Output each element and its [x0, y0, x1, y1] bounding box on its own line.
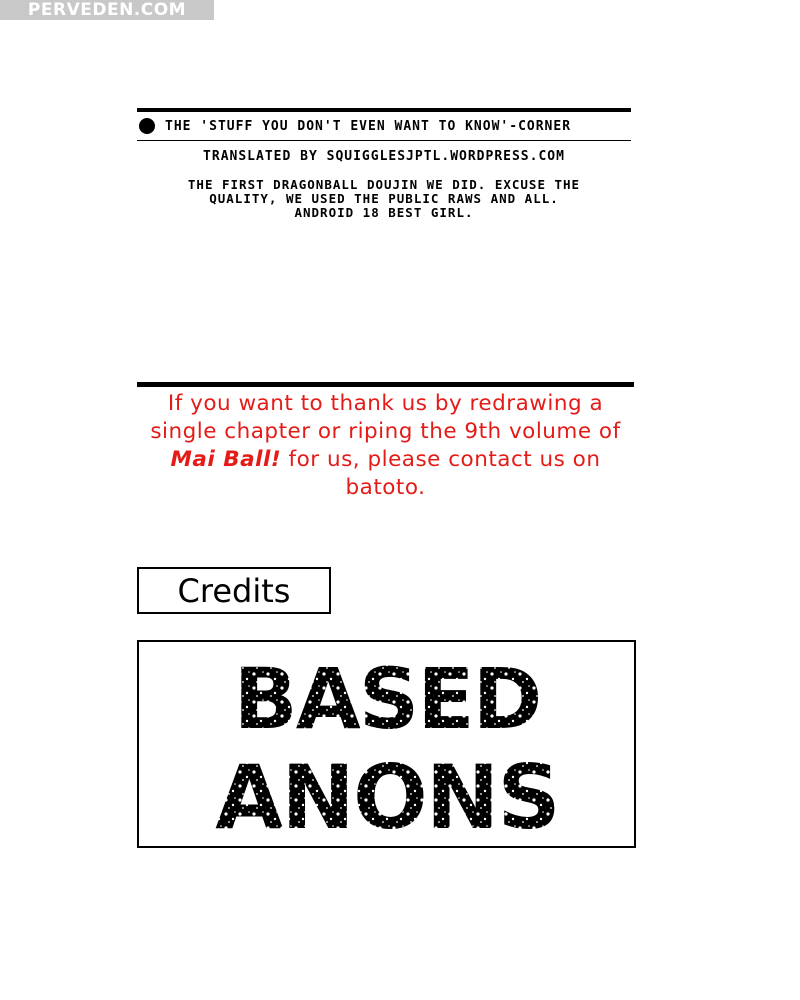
description	[137, 178, 631, 220]
notes-section	[137, 108, 631, 220]
message-emphasis: Mai Ball!	[170, 447, 282, 472]
translated-by: TRANSLATED BY SQUIGGLESJPTL.WORDPRESS.COM	[203, 149, 565, 164]
thanks-message	[137, 390, 634, 502]
based-anons-logo	[139, 642, 634, 846]
corner-heading-row	[137, 112, 631, 141]
message-text-after: for us, please contact us on batoto.	[281, 447, 601, 500]
description-line: THE FIRST DRAGONBALL DOUJIN WE DID. EXCUSE THE	[187, 177, 581, 192]
logo-line-2: ANONS	[215, 746, 559, 846]
description-line: QUALITY, WE USED THE PUBLIC RAWS AND ALL.	[209, 191, 559, 206]
message-text-before: If you want to thank us by redrawing a single chapter or riping the 9th volume of	[150, 391, 621, 444]
watermark: PERVEDEN.COM	[0, 0, 214, 20]
logo-box	[137, 640, 636, 848]
corner-heading: THE 'STUFF YOU DON'T EVEN WANT TO KNOW'-CORNER	[165, 118, 572, 134]
message-rule	[137, 382, 634, 387]
credits-box	[137, 567, 331, 614]
credits-title: Credits	[177, 571, 291, 610]
logo-line-1: BASED	[233, 650, 541, 748]
bullet-icon	[139, 118, 155, 134]
description-line: ANDROID 18 BEST GIRL.	[294, 205, 474, 220]
